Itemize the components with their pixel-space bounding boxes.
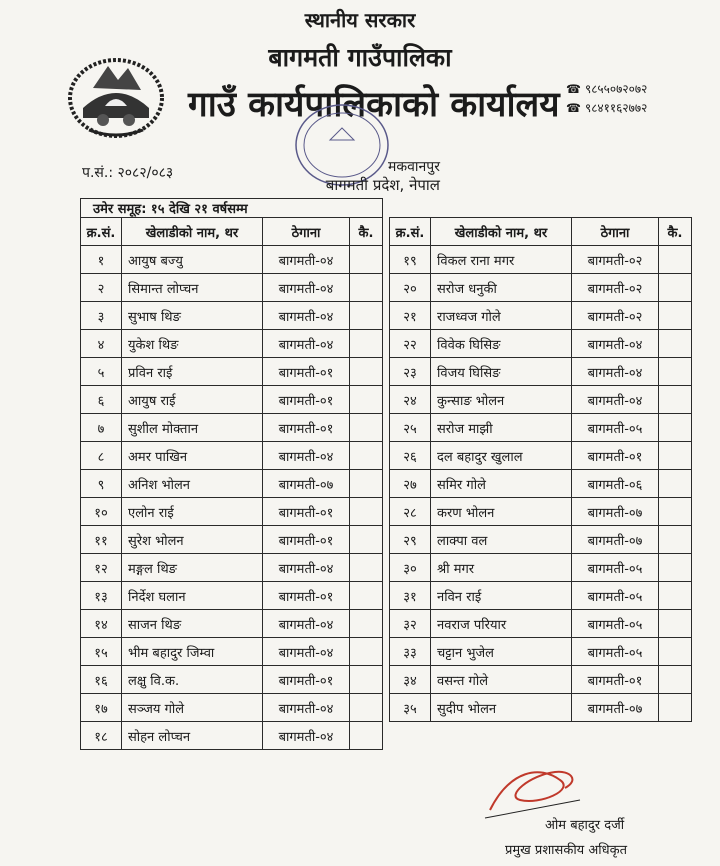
remarks-cell [659,470,692,498]
serial-cell: ३४ [390,666,431,694]
table-row [81,526,383,554]
address-cell: बागमती-०४ [572,330,659,358]
remarks-cell [659,554,692,582]
serial-cell: १४ [81,610,122,638]
serial-cell: ३२ [390,610,431,638]
address-cell: बागमती-०१ [263,358,350,386]
address-cell: बागमती-०४ [263,246,350,274]
remarks-cell [659,330,692,358]
nepal-emblem-icon [63,48,169,140]
phone-icon: ☎ [566,101,581,115]
players-table-right [389,217,692,722]
col-name: खेलाडीको नाम, थर [122,218,263,246]
name-cell: श्री मगर [431,554,572,582]
address-cell: बागमती-०४ [263,694,350,722]
address-cell: बागमती-०५ [572,414,659,442]
table-row [81,442,383,470]
serial-cell: ४ [81,330,122,358]
table-row [81,498,383,526]
remarks-cell [350,722,383,750]
col-name: खेलाडीको नाम, थर [431,218,572,246]
phone-number: ९८५५०७२०७२ [584,82,648,96]
serial-cell: ८ [81,442,122,470]
address-cell: बागमती-०४ [263,610,350,638]
serial-cell: ६ [81,386,122,414]
table-row [81,610,383,638]
serial-cell: ३५ [390,694,431,722]
address-cell: बागमती-०१ [263,386,350,414]
address-cell: बागमती-०५ [572,582,659,610]
address-cell: बागमती-०४ [263,274,350,302]
remarks-cell [350,610,383,638]
serial-cell: २६ [390,442,431,470]
serial-cell: १९ [390,246,431,274]
address-cell: बागमती-०२ [572,246,659,274]
address-cell: बागमती-०७ [572,498,659,526]
address-cell: बागमती-०१ [572,442,659,470]
remarks-cell [350,498,383,526]
col-remarks: कै. [659,218,692,246]
name-cell: आयुष बज्यु [122,246,263,274]
serial-cell: ३३ [390,638,431,666]
col-address: ठेगाना [263,218,350,246]
address-cell: बागमती-०२ [572,274,659,302]
serial-cell: १६ [81,666,122,694]
col-address: ठेगाना [572,218,659,246]
serial-cell: २३ [390,358,431,386]
remarks-cell [350,302,383,330]
signatory-name: ओम बहादुर दर्जी [545,818,625,833]
table-row [390,302,692,330]
serial-cell: २ [81,274,122,302]
table-row [390,526,692,554]
players-table-left [80,198,383,750]
serial-cell: २१ [390,302,431,330]
remarks-cell [659,414,692,442]
name-cell: कुन्साङ भोलन [431,386,572,414]
table-row [81,666,383,694]
table-row [81,722,383,750]
remarks-cell [350,554,383,582]
address-cell: बागमती-०१ [263,666,350,694]
serial-cell: १ [81,246,122,274]
name-cell: भीम बहादुर जिम्वा [122,638,263,666]
address-cell: बागमती-०६ [572,470,659,498]
address-cell: बागमती-०४ [263,638,350,666]
table-row [390,554,692,582]
serial-cell: १० [81,498,122,526]
address-cell: बागमती-०४ [263,554,350,582]
remarks-cell [659,694,692,722]
serial-cell: २९ [390,526,431,554]
name-cell: विजय घिसिङ [431,358,572,386]
remarks-cell [659,302,692,330]
remarks-cell [350,442,383,470]
serial-cell: १८ [81,722,122,750]
name-cell: सुरेश भोलन [122,526,263,554]
remarks-cell [659,610,692,638]
name-cell: चट्टान भुजेल [431,638,572,666]
table-row [390,666,692,694]
serial-cell: २४ [390,386,431,414]
remarks-cell [350,694,383,722]
address-cell: बागमती-०७ [572,526,659,554]
serial-cell: २७ [390,470,431,498]
age-group-title: उमेर समूह: १५ देखि २१ वर्षसम्म [81,199,383,218]
table-row [81,274,383,302]
phone-icon: ☎ [566,82,581,96]
serial-cell: २२ [390,330,431,358]
remarks-cell [659,582,692,610]
remarks-cell [659,498,692,526]
remarks-cell [659,358,692,386]
address-cell: बागमती-०४ [263,442,350,470]
remarks-cell [659,638,692,666]
address-cell: बागमती-०१ [263,498,350,526]
name-cell: साजन थिङ [122,610,263,638]
table-row [390,274,692,302]
table-row [390,610,692,638]
table-row [81,694,383,722]
name-cell: एलोन राई [122,498,263,526]
table-row [390,638,692,666]
name-cell: युकेश थिङ [122,330,263,358]
serial-cell: ३ [81,302,122,330]
phone-number: ९८४११६२७७२ [584,101,648,115]
col-serial: क्र.सं. [390,218,431,246]
name-cell: सुदीप भोलन [431,694,572,722]
name-cell: राजध्वज गोले [431,302,572,330]
address-cell: बागमती-०४ [263,722,350,750]
address-cell: बागमती-०१ [263,414,350,442]
table-row [81,330,383,358]
remarks-cell [659,274,692,302]
col-remarks: कै. [350,218,383,246]
address-cell: बागमती-०४ [263,302,350,330]
name-cell: विकल राना मगर [431,246,572,274]
header-office: गाउँ कार्यपालिकाको कार्यालय [188,85,560,125]
name-cell: समिर गोले [431,470,572,498]
name-cell: सुशील मोक्तान [122,414,263,442]
remarks-cell [659,442,692,470]
name-cell: वसन्त गोले [431,666,572,694]
serial-cell: ३० [390,554,431,582]
table-row [81,582,383,610]
serial-cell: २० [390,274,431,302]
remarks-cell [659,666,692,694]
address-cell: बागमती-०१ [263,582,350,610]
serial-cell: २८ [390,498,431,526]
address-cell: बागमती-०७ [572,694,659,722]
signature-scribble [480,760,590,820]
name-cell: अनिश भोलन [122,470,263,498]
serial-cell: ११ [81,526,122,554]
table-row [390,498,692,526]
name-cell: दल बहादुर खुलाल [431,442,572,470]
remarks-cell [350,666,383,694]
remarks-cell [659,386,692,414]
name-cell: आयुष राई [122,386,263,414]
name-cell: करण भोलन [431,498,572,526]
table-row [390,694,692,722]
header-local-government: स्थानीय सरकार [304,8,416,32]
address-cell: बागमती-०४ [572,386,659,414]
name-cell: निर्देश घलान [122,582,263,610]
name-cell: सोहन लोप्चन [122,722,263,750]
header-municipality: बागमती गाउँपालिका [268,43,452,72]
remarks-cell [659,246,692,274]
table-row [390,582,692,610]
serial-cell: १२ [81,554,122,582]
remarks-cell [350,582,383,610]
table-row [81,414,383,442]
table-row [81,638,383,666]
address-district: मकवानपुर [388,159,440,175]
serial-cell: १७ [81,694,122,722]
table-row [390,386,692,414]
address-cell: बागमती-०२ [572,302,659,330]
address-cell: बागमती-०४ [263,330,350,358]
serial-cell: ३१ [390,582,431,610]
table-row [390,470,692,498]
col-serial: क्र.सं. [81,218,122,246]
name-cell: लाक्पा वल [431,526,572,554]
table-row [390,442,692,470]
name-cell: मङ्गल थिङ [122,554,263,582]
address-cell: बागमती-०१ [263,526,350,554]
name-cell: सुभाष थिङ [122,302,263,330]
remarks-cell [350,274,383,302]
remarks-cell [350,330,383,358]
remarks-cell [659,526,692,554]
address-cell: बागमती-०५ [572,610,659,638]
serial-cell: १५ [81,638,122,666]
address-cell: बागमती-०७ [263,470,350,498]
address-cell: बागमती-०५ [572,554,659,582]
address-province: बागमती प्रदेश, नेपाल [325,176,440,194]
address-cell: बागमती-०४ [572,358,659,386]
remarks-cell [350,358,383,386]
phone-list [566,80,647,118]
table-row [81,302,383,330]
table-row [81,470,383,498]
table-row [390,246,692,274]
address-block [298,158,440,194]
remarks-cell [350,470,383,498]
address-cell: बागमती-०५ [572,638,659,666]
remarks-cell [350,526,383,554]
serial-cell: १३ [81,582,122,610]
name-cell: नविन राई [431,582,572,610]
name-cell: विवेक घिसिङ [431,330,572,358]
remarks-cell [350,246,383,274]
address-cell: बागमती-०१ [572,666,659,694]
reference-number: प.सं.: २०८२/०८३ [82,165,174,181]
serial-cell: २५ [390,414,431,442]
remarks-cell [350,386,383,414]
table-row [81,358,383,386]
table-row [81,246,383,274]
name-cell: सञ्जय गोले [122,694,263,722]
name-cell: अमर पाखिन [122,442,263,470]
table-row [390,330,692,358]
remarks-cell [350,414,383,442]
serial-cell: ५ [81,358,122,386]
remarks-cell [350,638,383,666]
name-cell: सिमान्त लोप्चन [122,274,263,302]
table-row [390,358,692,386]
serial-cell: ९ [81,470,122,498]
table-row [390,414,692,442]
table-row [81,386,383,414]
name-cell: लक्षु वि.क. [122,666,263,694]
name-cell: सरोज माझी [431,414,572,442]
signatory-title: प्रमुख प्रशासकीय अधिकृत [505,843,628,858]
name-cell: प्रविन राई [122,358,263,386]
serial-cell: ७ [81,414,122,442]
table-row [81,554,383,582]
name-cell: सरोज धनुकी [431,274,572,302]
name-cell: नवराज परियार [431,610,572,638]
